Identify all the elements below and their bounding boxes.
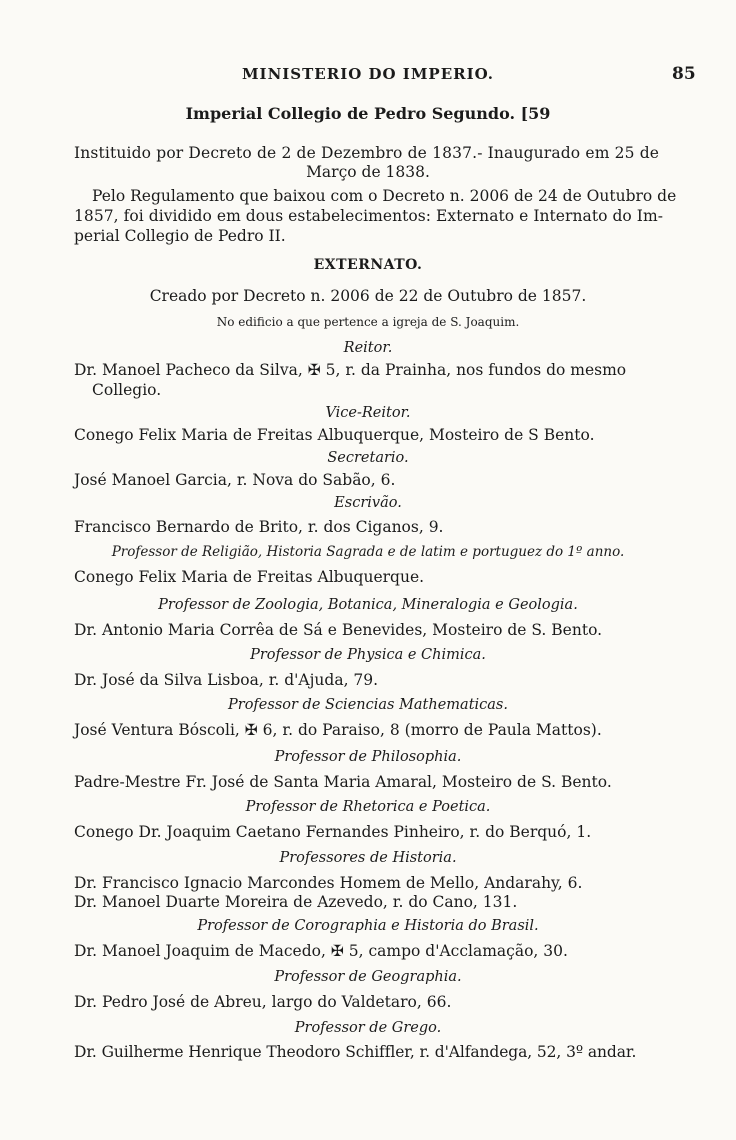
page-number: 85 [672,64,696,84]
entry-line: Dr. Manoel Pacheco da Silva, ✠ 5, r. da Prainha, nos fundos do mesmo [74,361,627,379]
role-heading: Reitor. [343,340,393,356]
entry-line: Conego Felix Maria de Freitas Albuquerque. [74,568,425,586]
entry-line: Dr. Manoel Duarte Moreira de Azevedo, r. do Cano, 131. [74,893,518,911]
entry-line: Dr. Pedro José de Abreu, largo do Valdetaro, 66. [74,993,452,1011]
entry-line: Collegio. [92,381,162,399]
role-heading: Professor de Sciencias Mathematicas. [228,697,508,713]
entry-line: Padre-Mestre Fr. José de Santa Maria Amaral, Mosteiro de S. Bento. [74,773,612,791]
externato-note: No edificio a que pertence a igreja de S. Joaquim. [216,315,520,329]
entry-line: José Ventura Bóscoli, ✠ 6, r. do Paraiso, 8 (morro de Paula Mattos). [74,721,602,739]
role-heading: Professores de Historia. [279,850,457,866]
role-heading: Professor de Corographia e Historia do Brasil. [197,918,539,934]
entry-line: Dr. Guilherme Henrique Theodoro Schiffler, r. d'Alfandega, 52, 3º andar. [74,1043,637,1061]
section-title: Imperial Collegio de Pedro Segundo. [59 [185,104,551,123]
entry-line: Dr. Antonio Maria Corrêa de Sá e Benevides, Mosteiro de S. Bento. [74,621,603,639]
role-heading: Vice-Reitor. [325,405,411,421]
founding-line-2: Março de 1838. [306,163,430,181]
founding-line-1: Instituido por Decreto de 2 de Dezembro de 1837.- Inaugurado em 25 de [74,144,660,162]
role-heading: Professor de Philosophia. [274,749,462,765]
role-heading: Professor de Physica e Chimica. [250,647,486,663]
entry-line: Dr. Manoel Joaquim de Macedo, ✠ 5, campo d'Acclamação, 30. [74,942,568,960]
paragraph-line-2: 1857, foi dividido em dous estabelecimentos: Externato e Internato do Im- [74,207,663,225]
entry-line: Conego Felix Maria de Freitas Albuquerque, Mosteiro de S Bento. [74,426,595,444]
entry-line: Francisco Bernardo de Brito, r. dos Ciganos, 9. [74,518,444,536]
entry-line: Dr. Francisco Ignacio Marcondes Homem de Mello, Andarahy, 6. [74,874,583,892]
externato-heading: EXTERNATO. [313,257,423,273]
running-title: MINISTERIO DO IMPERIO. [241,65,495,83]
role-heading: Professor de Religião, Historia Sagrada e de latim e portuguez do 1º anno. [111,544,625,560]
role-heading: Professor de Grego. [294,1020,442,1036]
externato-created: Creado por Decreto n. 2006 de 22 de Outubro de 1857. [149,287,587,305]
entry-line: Conego Dr. Joaquim Caetano Fernandes Pinheiro, r. do Berquó, 1. [74,823,592,841]
paragraph-line-3: perial Collegio de Pedro II. [74,227,286,245]
paragraph-line-1: Pelo Regulamento que baixou com o Decreto n. 2006 de 24 de Outubro de [92,187,677,205]
role-heading: Professor de Zoologia, Botanica, Mineralogia e Geologia. [158,597,578,613]
role-heading: Professor de Rhetorica e Poetica. [245,799,491,815]
entry-line: Dr. José da Silva Lisboa, r. d'Ajuda, 79. [74,671,379,689]
role-heading: Professor de Geographia. [274,969,462,985]
role-heading: Secretario. [327,450,409,466]
role-heading: Escrivão. [334,495,402,511]
entry-line: José Manoel Garcia, r. Nova do Sabão, 6. [74,471,396,489]
